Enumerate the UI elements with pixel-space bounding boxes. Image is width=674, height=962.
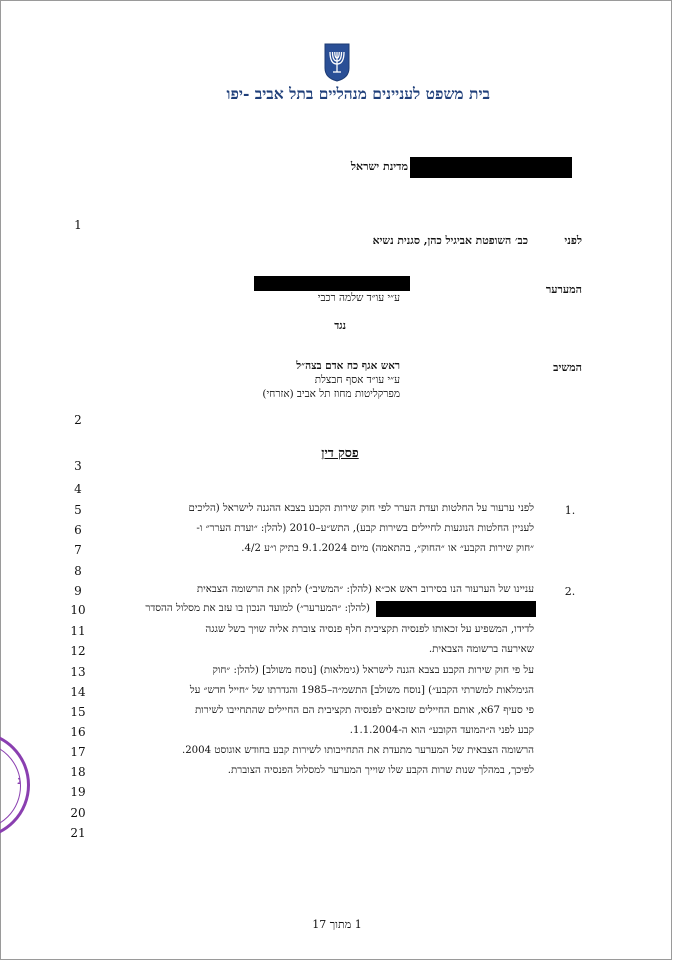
- paragraph-line: הגימלאות למשרתי הקבע״) [נוסח משולב] התשמ״ה–1985 והגדרתו של ״חייל חדש״ על: [189, 685, 534, 696]
- paragraph-number: 1.: [564, 504, 576, 517]
- paragraph-line: על פי חוק שירות הקבע בצבא הגנה לישראל (גימלאות) [נוסח משולב] (להלן: ״חוק: [212, 665, 534, 676]
- line-number: 21: [70, 826, 86, 840]
- paragraph-line: עניינו של הערעור הנו בסירוב ראש אכ״א (להלן: ״המשיב״) לתקן את הרשומה הצבאית: [196, 584, 534, 595]
- line-number: 4: [74, 482, 82, 496]
- paragraph-line: לעניין החלטות הנוגעות לחיילים בשירות קבע), התש״ע–2010 (להלן: ״ועדת הערר״ ו-: [196, 523, 534, 534]
- line-number: 2: [74, 413, 82, 427]
- line-number: 18: [70, 765, 86, 779]
- line-number: 16: [70, 725, 86, 739]
- judge-name: כב׳ השופטת אביגיל כהן, סגנית נשיא: [372, 234, 528, 247]
- respondent-label: המשיב: [553, 361, 582, 374]
- paragraph-line: לפני ערעור על החלטות ועדת הערר לפי חוק שירות הקבע בצבא ההגנה לישראל (הליכים: [188, 503, 534, 514]
- respondent-counsel: ע״י עו״ד אסף חבצלת: [314, 374, 400, 386]
- line-number: 10: [70, 603, 86, 617]
- before-label: לפני: [564, 234, 582, 247]
- paragraph-line: לדידו, המשפיע על זכאותו לפנסיה תקציבית חלף פנסיה צוברת אליה שויך בשל שגגה: [205, 624, 534, 635]
- paragraph-number: 2.: [564, 585, 576, 598]
- court-stamp: [0, 731, 30, 839]
- line-number: 19: [70, 785, 86, 799]
- case-party-label: מדינת ישראל: [350, 160, 408, 173]
- appellant-counsel: ע״י עו״ד שלמה רכבי: [317, 292, 400, 304]
- line-number: 17: [70, 745, 86, 759]
- line-number: 1: [74, 218, 82, 232]
- line-number: 9: [74, 584, 82, 598]
- paragraph-line: הרשומה הצבאית של המערער מתעדת את התחייבותו לשירות קבע בחודש אוגוסט 2004.: [181, 745, 534, 756]
- judgment-title: פסק דין: [321, 445, 359, 460]
- paragraph-line: פי סעיף 67א, אותם החיילים שזכאים לפנסיה תקציבית הם החיילים שהתחייבו לשירות: [194, 705, 534, 716]
- paragraph-line: (להלן: ״המערער״) למועד הנכון בו עזב את מסלול ההסדר: [145, 603, 370, 614]
- line-number: 20: [70, 806, 86, 820]
- paragraph-line: ״חוק שירות הקבע״ או ״החוק״, בהתאמה) מיום 9.1.2024 בתיק ו״ע 4/2.: [241, 543, 534, 554]
- line-number: 8: [74, 564, 82, 578]
- line-number: 6: [74, 523, 82, 537]
- line-number: 11: [70, 624, 86, 638]
- state-emblem-icon: [322, 42, 352, 82]
- versus-label: נגד: [334, 320, 346, 332]
- paragraph-line: שאירעה ברשומה הצבאית.: [428, 644, 534, 655]
- line-number: 7: [74, 543, 82, 557]
- line-number: 12: [70, 644, 86, 658]
- line-number: 13: [70, 665, 86, 679]
- page-counter: 1 מתוך 17: [312, 918, 362, 931]
- line-number: 14: [70, 685, 86, 699]
- line-number: 3: [74, 459, 82, 473]
- redacted-block: [254, 276, 410, 291]
- court-name: בית משפט לעניינים מנהליים בתל אביב -יפו: [226, 84, 490, 103]
- paragraph-line: לפיכך, במהלך שנות שרות הקבע שלו שוייך המערער למסלול הפנסיה הצוברת.: [227, 765, 534, 776]
- appellant-label: המערער: [545, 283, 582, 296]
- line-number: 15: [70, 705, 86, 719]
- respondent-name: ראש אגף כח אדם בצה״ל: [296, 360, 400, 372]
- redacted-block: [376, 601, 536, 617]
- respondent-office: מפרקליטות מחוז תל אביב (אזרחי): [262, 388, 400, 400]
- stamp-text: נ: [17, 774, 21, 787]
- line-number: 5: [74, 503, 82, 517]
- paragraph-line: קבע לפני ה״המועד הקובע״ הוא ה-1.1.2004.: [349, 725, 534, 736]
- redacted-block: [410, 157, 572, 178]
